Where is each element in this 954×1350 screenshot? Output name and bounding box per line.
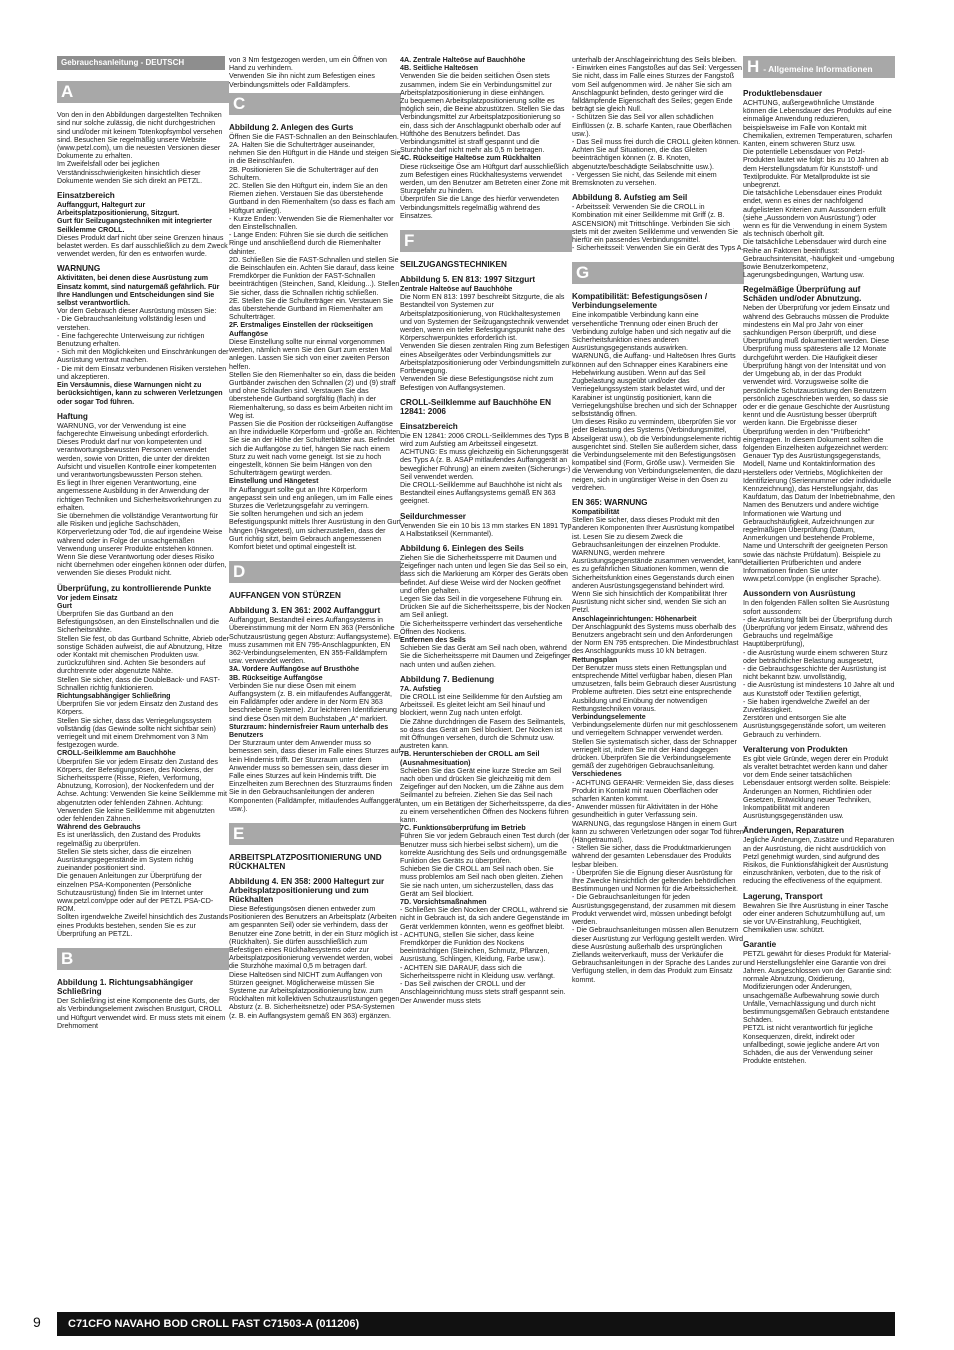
heading-arbeitsplatz: ARBEITSPLATZPOSITIONIERUNG UND RÜCKHALTEN <box>229 853 382 872</box>
schliessring-text: Überprüfen Sie vor jedem Einsatz den Zustand des Körpers. Stellen Sie sicher, dass das Verriegelungssystem vollständig (das Gewinde sollte nicht sichtbar sein) verriegelt und mit einem Drehmoment von 3 Nm festgezogen wurde. <box>57 700 218 750</box>
heading-croll-seilklemme: CROLL-Seilklemme auf Bauchhöhe EN 12841: 2006 <box>400 397 552 416</box>
heading-kompatibilitaet: Kompatibilität: Befestigungsösen / Verbindungselemente <box>572 292 708 311</box>
heading-abbildung-6: Abbildung 6. Einlegen des Seils <box>400 543 524 553</box>
sub-einstellung: Einstellung und Hängetest <box>229 477 319 486</box>
heading-ueberpruefung: Überprüfung, zu kontrollierende Punkte <box>57 583 212 593</box>
lebensdauer-tatsaechlich: Die tatsächliche Lebensdauer eines Produkt endet, wenn es eines der nachfolgend aufgelisteten Kriterien zum Aussondern erfüllt (siehe „Aussondern von Ausrüstung“) oder wenn es für die Verwendung in einem System als technisch überholt gilt. Die tatsächliche Lebensdauer wird durch eine Reihe an Faktoren beeinflusst: Gebrauchsintensität, -häufigkeit und -umgebung sowie Benutzerkompetenz, Lagerungsbedingungen, Wartung usw. <box>743 189 895 280</box>
abbildung-2f-text: Diese Einstellung sollte nur einmal vorgenommen werden, nämlich wenn Sie den Gurt zum ersten Mal anlegen. Lassen Sie sich von einer zweiten Person helfen. Stellen Sie den Riemenhalter so ein, dass die beiden Gurtbänder zwischen den Schnallen (2) und (9) straff und ohne Schlaufen sind. Verstauen Sie das überstehende Gurtband sorgfältig (flach) in der Riemenhalterung, so dass es beim Arbeiten nicht im Weg ist. Passen Sie die Position der rückseitigen Auffangöse an Ihre individuelle Körperform und -größe an. Richten Sie sie an der Höhe der Schulterblätter aus. Befindet sich die Auffangöse zu tief, hängen Sie nach einem Sturz zu weit nach vorne geneigt. Ist sie zu hoch eingestellt, können Sie beim Hängen von den Schulterträgern gewürgt werden. <box>229 337 401 478</box>
section-e-header: E <box>229 823 401 845</box>
sub-schliessring: Richtungsabhängiger Schließring <box>57 692 171 700</box>
sub-7b: 7B. Herunterschieben der CROLL am Seil (Ausnahmesituation) <box>400 750 540 767</box>
lagerung-text: Bewahren Sie Ihre Ausrüstung in einer Tasche oder einer anderen Schutzumhüllung auf, um sie vor UV-Einstrahlung, Feuchtigkeit, Chemikalien usw. schützt. <box>743 901 889 935</box>
sub-verbindungselemente: Verbindungselemente <box>572 713 646 722</box>
anschlag-text: Der Anschlagpunkt des Systems muss oberhalb des Benutzers angebracht sein und den Anforderungen der Norm EN 795 entsprechen. Die Mindestbruchlast des Anschlagpunkts muss 10 kN betragen. <box>572 622 739 656</box>
abbildung-5-text: Die Norm EN 813: 1997 beschreibt Sitzgurte, die als Bestandteil von Systemen zur Arbeitsplatzpositionierung, von Rückhaltesystemen und von Systemen der Seilzugangstechnik verwendet werden, wenn ein tiefer Befestigungspunkt nahe des Körperschwerpunktes erforderlich ist. Verwenden Sie diesen zentralen Ring zum Befestigen eines Abseilgerätes oder Verbindungsmittels zur Arbeitsplatzpositionierung oder Verbindungsmitteln zur Fortbewegung. Verwenden Sie diese Befestigungsöse nicht zum Befestigen von Auffangsystemen. <box>400 293 572 392</box>
sub-3a-3b: 3A. Vordere Auffangöse auf Brusthöhe 3B. Rückseitige Auffangöse <box>229 665 360 682</box>
heading-abbildung-7: Abbildung 7. Bedienung <box>400 674 495 684</box>
heading-veralterung: Veralterung von Produkten <box>743 744 848 754</box>
heading-en365: EN 365: WARNUNG <box>572 497 648 507</box>
abbildung-4c-text: Diese rückseitige Öse am Hüftgurt darf ausschließlich zum Befestigen eines Rückhaltesystems verwendet werden, um den Benutzer am Betreten einer Zone mit Sturzgefahr zu hindern. Überprüfen Sie die Länge des hierfür verwendeten Verbindungsmittels regelmäßig während des Einsatzes. <box>400 162 570 220</box>
heading-einsatzbereich: Einsatzbereich <box>57 191 115 201</box>
entfernen-text: Schieben Sie das Gerät am Seil nach oben, während Sie die Sicherheitssperre mit Daumen und Zeigefinger nach unten und außen ziehen. <box>400 644 571 669</box>
abbildung-7a-text: Die CROLL ist eine Seilklemme für den Aufstieg am Arbeitsseil. Es gleitet leicht am Seil hinauf und blockiert, wenn Zug nach unten erfolgt. Die Zähne durchdringen die Fasern des Seilmantels, so dass das Gerät am Seil blockiert. Der Nocken ist mit Öffnungen versehen, durch die Schmutz usw. austreten kann. <box>400 692 566 751</box>
heading-seildurchmesser: Seildurchmesser <box>400 511 466 521</box>
abbildung-3-text: Auffanggurt, Bestandteil eines Auffangsystems in Übereinstimmung mit der Norm EN 363 (Persönliche Schutzausrüstung gegen Absturz: Auffangsysteme). Er muss zusammen mit EN 795-Anschlagpunkten, EN 362-Verbindungselementen, EN 355-Falldämpfern usw. verwendet werden. <box>229 616 401 666</box>
sub-verschiedenes: Verschiedenes <box>572 770 622 779</box>
abbildung-4-text: Diese Befestigungsösen dienen entweder zum Positionieren des Benutzers an Arbeitsplatz (Arbeiten am gespannten Seil) oder sie verhindern, dass der Benutzer eine Zone betritt, in der ein Sturz möglich ist (Rückhalten). Sie dürfen ausschließlich zum Befestigen eines Rückhaltesystems oder zur Arbeitsplatzpositionierung verwendet werden, wobei die Sturzhöhe maximal 0,5 m betragen darf. Diese Halteösen sind NICHT zum Auffangen von Stürzen geeignet. Möglicherweise müssen Sie Systeme zur Arbeitsplatzpositionierung bzw. zum Rückhalten mit kollektiven Schutzausrüstungen gegen Absturz (z. B. Sicherheitsnetze) oder PSA-Systemen (z. B. ein Auffangsystem gemäß EN 363) ergänzen. <box>229 905 400 1020</box>
heading-abbildung-8: Abbildung 8. Aufstieg am Seil <box>572 193 688 203</box>
warnung-bold: Aktivitäten, bei denen diese Ausrüstung zum Einsatz kommt, sind naturgemäß gefährlich. Für Ihre Handlungen und Entscheidungen sind Sie selbst verantwortlich. <box>57 274 220 308</box>
section-d-header: D <box>229 561 401 583</box>
kompatibilitaet-2-text: Stellen Sie sicher, dass dieses Produkt mit den anderen Komponenten Ihrer Ausrüstung kompatibel ist. Lesen Sie zu diesem Zweck die Gebrauchsanleitungen der einzelnen Produkte. WARNUNG, werden mehrere Ausrüstungsgegenstände zusammen verwendet, kann es zu gefährlichen Situationen kommen, wenn die Sicherheitsfunktion eines Gegenstands durch einen anderen Ausrüstungsgegenstand behindert wird. Wenn Sie sich hinsichtlich der Kompatibilität Ihrer Ausrüstung nicht sicher sind, wenden Sie sich an Petzl. <box>572 516 744 615</box>
heading-aenderungen: Änderungen, Reparaturen <box>743 826 844 836</box>
section-h-header <box>743 56 895 78</box>
column-5 <box>743 56 895 1065</box>
language-label: Gebrauchsanleitung - DEUTSCH <box>57 56 225 70</box>
heading-auffangen: AUFFANGEN VON STÜRZEN <box>229 591 341 601</box>
section-f-header: F <box>400 230 572 252</box>
heading-regelmaessige-pruefung: Regelmäßige Überprüfung auf Schäden und/oder Abnutzung. <box>743 285 862 304</box>
section-b-header: B <box>57 948 229 970</box>
regelmaessige-pruefung-text: Neben der Überprüfung vor jedem Einsatz und während des Gebrauchs müssen die Produkte mindestens ein Mal pro Jahr von einer sachkundigen Person überprüft, und diese Überprüfung muß dokumentiert werden. Diese Überprüfung muss spätestens alle 12 Monate durchgeführt werden. Die Häufigkeit dieser Überprüfung hängt von der Intensität und von der Umgebung ab, in der das Produkt verwendet wird. Vorzugsweise sollte die persönliche Schutzausrüstung den Benutzern persönlich zugeschrieben werden, so dass sie oder er die genaue Geschichte der Ausrüstung kennt und die Ausrüstung besser überprüft werden kann. Die Ergebnisse dieser Überprüfung werden in den "Prüfbericht" eingetragen. In diesem Dokument sollten die folgenden Einzelheiten aufgezeichnet werden: Genauer Typ des Ausrüstungsgegenstands, Modell, Name und Kontaktinformation des Herstellers oder Vertriebs, Möglichkeiten der Identifizierung (Seriennummer oder individuelle Kennzeichnung), das Herstellungsjahr, das Kaufdatum, das Datum der Inbetriebnahme, den Namen des Benutzers und andere wichtige Informationen wie Wartung und Gebrauchshäufigkeit, Aufzeichnungen zur regelmäßigen Überprüfung (Datum, Anmerkungen und bestehende Probleme, Name und Unterschrift der geeigneten Person sowie das nächste Prüfdatum). Beispiele zu detaillierten Prüfberichten und andere Informationen finden Sie unter www.petzl.com/ppe (in englischer Sprache). <box>743 304 895 584</box>
sub-entfernen: Entfernen des Seils <box>400 635 466 644</box>
sturzraum-text: Der Sturzraum unter dem Anwender muss so bemessen sein, dass dieser im Falle eines Sturzes auf kein Hindernis trifft. Der Sturzraum unter dem Anwender muss so bemessen sein, dass dieser im Falle eines Sturzes auf kein Hindernis trifft. Die Einzelheiten zum Berechnen des Sturzraums finden Sie in den Gebrauchsanleitungen der anderen Komponenten (Falldämpfer, mitlaufendes Auffanggerät usw.). <box>229 739 401 813</box>
section-h-title: - Allgemeine Informationen <box>763 64 873 74</box>
lebensdauer-potentiell: Die potentielle Lebensdauer von Petzl-Produkten lautet wie folgt: bis zu 10 Jahren ab dem Herstellungsdatum für Kunststoff- und Textilprodukte. Für Metallprodukte ist sie unbegrenzt. <box>743 148 889 190</box>
col4-continuation: unterhalb der Anschlageinrichtung des Seils bleiben. - Einwirken eines Fangstoßes auf das Seil: Vergessen Sie nicht, dass im Falle eines Sturzes der Fangstoß vom Seil aufgenommen wird. Je näher Sie sich am Anschlagpunkt befinden, desto geringer wird die falldämpfende Eigenschaft des Seiles; gegen Ende beträgt sie gleich Null. - Schützen Sie das Seil vor allen schädlichen Einflüssen (z. B. scharfe Kanten, raue Oberflächen usw.). - Das Seil muss frei durch die CROLL gleiten können. Achten Sie auf Situationen, die das Gleiten beeinträchtigen können (z. B. Knoten, abgenutzte/beschädigte Seilabschnitte usw.). - Vergessen Sie nicht, das Seilende mit einem Bremsknoten zu versehen. <box>572 56 742 188</box>
heading-abbildung-3: Abbildung 3. EN 361: 2002 Auffanggurt <box>229 606 381 616</box>
sub-waehrend: Während des Gebrauchs <box>57 823 141 832</box>
sub-7a: 7A. Aufstieg <box>400 684 442 693</box>
sub-2f: 2F. Erstmaliges Einstellen der rückseitigen Auffangöse <box>229 321 373 338</box>
verschiedenes-text: - ACHTUNG GEFAHR: Vermeiden Sie, dass dieses Produkt in Kontakt mit rauen Oberflächen oder scharfen Kanten kommt. - Anwender müssen für Aktivitäten in der Höhe gesundheitlich in guter Verfassung sein. WARNUNG, das regungslose Hängen in einem Gurt kann zu schweren Verletzungen oder sogar Tod führen (Hängetrauma!). - Stellen Sie sicher, dass die Produktmarkierungen während der gesamten Lebensdauer des Produkts lesbar bleiben. - Überprüfen Sie die Eignung dieser Ausrüstung für Ihre Zwecke hinsichtlich der geltenden behördlichen Bestimmungen und Normen für die Arbeitssicherheit. - Die Gebrauchsanleitungen für jeden Ausrüstungsgegenstand, der zusammen mit diesem Produkt verwendet wird, müssen unbedingt befolgt werden. - Die Gebrauchsanleitungen müssen allen Benutzern dieser Ausrüstung zur Verfügung gestellt werden. Wird diese Ausrüstung außerhalb des ursprünglichen Ziellands weiterverkauft, muss der Verkäufer die Gebrauchsanleitungen in der Sprache des Landes zur Verfügung stellen, in dem das Produkt zum Einsatz kommt. <box>572 778 744 984</box>
section-h-letter: H <box>747 57 760 76</box>
verbindungselemente-text: Verbindungselemente dürfen nur mit geschlossenem und verriegeltem Schnapper verwendet werden. Stellen Sie systematisch sicher, dass der Schnapper verriegelt ist, indem Sie mit der Hand dagegen drücken. Überprüfen Sie die Verbindungselemente gemäß der zugehörigen Gebrauchsanleitung. <box>572 721 738 771</box>
sub-croll: CROLL-Seilklemme am Bauchhöhe <box>57 749 176 758</box>
section-c-header: C <box>229 93 401 115</box>
sub-7c: 7C. Funktionsüberprüfung im Betrieb <box>400 824 526 833</box>
heading-abbildung-4: Abbildung 4. EN 358: 2000 Haltegurt zur Arbeitsplatzpositionierung und zum Rückhalten <box>229 877 385 905</box>
haftung-text: WARNUNG, vor der Verwendung ist eine fachgerechte Einweisung unbedingt erforderlich. Dieses Produkt darf nur von kompetenten und verantwortungsbewussten Personen verwendet werden, sowie von Dritten, die unter der direkten Aufsicht und visuellen Kontrolle einer kompetenten und verantwortungsbewussten Person stehen. Es liegt in Ihrer eigenen Verantwortung, eine angemessene Ausbildung in der Anwendung der richtigen Techniken und Sicherheitsvorkehrungen zu erhalten. Sie übernehmen die vollständige Verantwortung für alle Risiken und jegliche Sachschäden, Körperverletzung oder Tod, die auf irgendeine Weise während oder in Folge der unsachgemäßen Verwendung unserer Produkte entstehen können. Wenn Sie diese Verantwortung oder dieses Risiko nicht übernehmen oder eingehen können oder dürfen, verwenden Sie dieses Produkt nicht. <box>57 421 227 578</box>
sub-kompatibilitaet: Kompatibilität <box>572 507 620 516</box>
heading-abbildung-2: Abbildung 2. Anlegen des Gurts <box>229 122 354 132</box>
heading-lagerung: Lagerung, Transport <box>743 891 823 901</box>
sub-anschlag: Anschlageinrichtungen: Höhenarbeit <box>572 614 697 623</box>
veralterung-text: Es gibt viele Gründe, wegen derer ein Produkt als veraltet betrachtet werden kann und daher vor dem Ende seiner tatsächlichen Lebensdauer entsorgt werden sollte. Beispiele: Änderungen an Normen, Richtlinien oder Gesetzen, Entwicklung neuer Techniken, Inkompatibilität mit anderen Ausrüstungsgegenständen usw. <box>743 754 891 821</box>
aenderungen-text: Jegliche Änderungen, Zusätze und Reparaturen an der Ausrüstung, die nicht ausdrücklich von Petzl genehmigt wurden, sind aufgrund des Risikos, die Funktionsfähigkeit der Ausrüstung einzuschränken, verboten, due to the risk of reducing the effectiveness of the equipment. <box>743 836 895 886</box>
croll-text: Überprüfen Sie vor jedem Einsatz den Zustand des Körpers, der Befestigungsösen, des Nockens, der Sicherheitssperre (Risse, Riefen, Verformung, Abnutzung, Korrosion), der Nockenfedern und der Achse. Achtung: Verwenden Sie keine Seilklemme mit abgenutzten oder fehlenden Zähnen. Achtung: Verwenden Sie keine Seilklemme mit abgenutzten oder fehlenden Zähnen. <box>57 757 227 824</box>
heading-seilzugang: SEILZUGANGSTECHNIKEN <box>400 260 507 270</box>
einsatz-text: Dieses Produkt darf nicht über seine Grenzen hinaus belastet werden. Es darf ausschließlich zu dem Zweck verwendet werden, für den es entworfen wurde. <box>57 233 228 259</box>
einsatz-bold: Auffanggurt, Haltegurt zur Arbeitsplatzpositionierung, Sitzgurt. Gurt für Seilzugangstechniken mit integrierter Seilklemme CROLL. <box>57 201 212 234</box>
warnung-bold-2: Ein Versäumnis, diese Warnungen nicht zu berücksichtigen, kann zu schweren Verletzungen oder sogar Tod führen. <box>57 381 223 406</box>
heading-lebensdauer: Produktlebensdauer <box>743 89 823 98</box>
abbildung-6-text: Ziehen Sie die Sicherheitssperre mit Daumen und Zeigefinger nach unten und legen Sie das Seil so ein, dass sich die Markierung am Körper des Geräts oben befindet. Auf diese Weise wird der Nocken geöffnet und offen gehalten. Legen Sie das Seil in die vorgesehene Führung ein. Drücken Sie auf die Sicherheitssperre, bis der Nocken am Seil anliegt. Die Sicherheitssperre verhindert das versehentliche Öffnen des Nockens. <box>400 553 571 636</box>
column-4 <box>572 56 744 984</box>
abbildung-7b-text: Schieben Sie das Gerät eine kurze Strecke am Seil nach oben und drücken Sie gleichzeitig mit dem Zeigefinger auf den Nocken, um die Zähne aus dem Seilmantel zu befreien. Ziehen Sie das Seil nach unten, um ein Betätigen der Sicherheitssperre, da dies zu einem versehentlichen Öffnen des Nockens führen kann. <box>400 766 572 825</box>
column-1 <box>57 56 229 1030</box>
heading-haftung: Haftung <box>57 411 88 421</box>
waehrend-text: Es ist unerlässlich, den Zustand des Produkts regelmäßig zu überprüfen. Stellen Sie stets sicher, dass die einzelnen Ausrüstungsgegenstände im System richtig zueinander positioniert sind. Die genauen Anleitungen zur Überprüfung der einzelnen PSA-Komponenten (Persönliche Schutzausrüstung) finden Sie im Internet unter www.petzl.com/ppe oder auf der PETZL PSA-CD-ROM. Sollten irgendwelche Zweifel hinsichtlich des Zustands eines Produkts bestehen, senden Sie es zur Überprüfung an PETZL. <box>57 831 229 938</box>
heading-abbildung-5: Abbildung 5. EN 813: 1997 Sitzgurt <box>400 275 536 285</box>
section-g-header: G <box>572 262 744 284</box>
rettungsplan-text: Der Benutzer muss stets einen Rettungsplan und entsprechende Mittel verfügbar haben, diesen Plan umzusetzen, falls beim Gebrauch dieser Ausrüstung Probleme auftreten. Dies setzt eine entsprechende Ausbildung und Einübung der notwendigen Rettungstechniken voraus. <box>572 663 737 713</box>
abbildung-4a-text: Verwenden Sie die beiden seitlichen Ösen stets zusammen, indem Sie ein Verbindungsmittel zur Arbeitsplatzpositionierung in diese einhängen. Zu bequemen Arbeitsplatzpositionierung sollte es möglich sein, die Beine abzustützen. Stellen Sie das Verbindungsmittel zur Arbeitsplatzpositionierung so ein, dass sich der Anschlagpunkt oberhalb oder auf Hüfthöhe des Benutzers befindet. Das Verbindungsmittel ist straff gespannt und die Sturzhöhe darf nicht mehr als 0,5 m betragen. <box>400 72 565 155</box>
einstellung-text: Ihr Auffanggurt sollte gut an Ihre Körperform angepasst sein und eng anliegen, um im Falle eines Sturzes die Verletzungsgefahr zu verringern. Sie sollten herumgehen und sich an jedem Befestigungspunkt mittels Ihrer Ausrüstung in den Gurt hängen (Hängetest), um sicherzustellen, dass der Gurt richtig sitzt, beim Gebrauch angemessenen Komfort bietet und optimal eingestellt ist. <box>229 485 401 551</box>
sub-zentrale-halteoese: Zentrale Halteöse auf Bauchhöhe <box>400 285 513 294</box>
col2-continuation: von 3 Nm festgezogen werden, um ein Öffnen von Hand zu verhindern. Verwenden Sie ihn nicht zum Befestigen eines Verbindungsmittels oder Falldämpfers. <box>229 56 387 89</box>
heading-warnung: WARNUNG <box>57 264 101 274</box>
lebensdauer-text-1: ACHTUNG, außergewöhnliche Umstände können die Lebensdauer des Produkts auf eine einmalige Anwendung reduzieren, beispielsweise im Falle von Kontakt mit Chemikalien, extremen Temperaturen, scharfen Kanten, einem schweren Sturz usw. <box>743 99 893 149</box>
column-3 <box>400 56 572 1005</box>
section-a-header: A <box>57 81 229 103</box>
heading-einsatzbereich-croll: Einsatzbereich <box>400 421 458 431</box>
seildurchmesser-text: Verwenden Sie ein 10 bis 13 mm starkes EN 1891 Typ A Halbstatikseil (Kernmantel). <box>400 521 572 538</box>
page-number: 9 <box>33 1314 41 1330</box>
sub-7d: 7D. Vorsichtsmaßnahmen <box>400 898 487 907</box>
kompatibilitaet-text: Eine inkompatible Verbindung kann eine versehentliche Trennung oder einen Bruch der Verbindung zufolge haben und sich negativ auf die Sicherheitsfunktion eines anderen Ausrüstungsgegenstands auswirken. WARNUNG, die Auffang- und Halteösen Ihres Gurts können auf den Schnapper eines Karabiners eine Hebelwirkung ausüben. Wenn auf das Seil Zugbelastung ausgeübt und/oder das Verriegelungssystem stark belastet wird, und der Karabiner ist ungünstig positioniert, kann die Verriegelungshülse brechen und sich der Schnapper selbstständig öffnen. Um dieses Risiko zu vermindern, überprüfen Sie vor jeder Belastung des Systems (Verbindungsmittel, Abseilgerät usw.), ob die Verbindungselemente richtig ausgerichtet sind. Stellen Sie außerdem sicher, dass die Verbindungselemente mit den Befestigungsösen kompatibel sind (Form, Größe usw.). Vermeiden Sie die Verwendung von Verbindungselementen, die dazu neigen, sich in ungünstiger Weise in den Ösen zu verdrehen. <box>572 311 742 492</box>
warnung-text: Vor dem Gebrauch dieser Ausrüstung müssen Sie: - Die Gebrauchsanleitung vollständig lesen und verstehen. - Eine fachgerechte Unterweisung zur richtigen Benutzung erhalten. - Sich mit den Möglichkeiten und Einschränkungen der Ausrüstung vertraut machen. - Die mit dem Einsatz verbundenen Risiken verstehen und akzeptieren. <box>57 307 229 381</box>
heading-abbildung-1: Abbildung 1. Richtungsabhängiger Schließring <box>57 978 194 997</box>
gurt-text: Überprüfen Sie das Gurtband an den Befestigungsösen, an den Einstellschnallen und die Sicherheitsnähte. Stellen Sie fest, ob das Gurtband Schnitte, Abrieb oder sonstige Schäden aufweist, die auf Abnutzung, Hitze oder Kontakt mit chemischen Produkten usw. zurückzuführen sind. Achten Sie besonders auf durchtrennte oder abgenutzte Nähte. Stellen Sie sicher, dass die DoubleBack- und FAST-Schnallen richtig funktionieren. <box>57 609 229 692</box>
sub-vor-jedem-einsatz: Vor jedem Einsatz <box>57 593 118 602</box>
sub-4c: 4C. Rückseitige Halteöse zum Rückhalten <box>400 154 541 163</box>
column-2 <box>229 56 401 1020</box>
einsatz-croll-text: Die EN 12841: 2006 CROLL-Seilklemmes des Typs B wird zum Aufstieg am Arbeitsseil eingesetzt. ACHTUNG: Es muss gleichzeitig ein Sicherungsgerät des Typs A (z. B. ASAP mitlaufendes Auffanggerät an beweglicher Führung) an einem zweiten (Sicherungs-) Seil verwendet werden. Die CROLL-Seilklemme auf Bauchhöhe ist nicht als Bestandteil eines Auffangsystems gemäß EN 363 geeignet. <box>400 431 571 506</box>
footer-bar: C71CFO NAVAHO BOD CROLL FAST C71503-A (011206) <box>57 1312 895 1336</box>
abbildung-8-text: - Arbeitsseil: Verwenden Sie die CROLL in Kombination mit einer Seilklemme mit Griff (z. B. ASCENSION) mit Trittschlinge. Verbinden Sie sich stets mit der zweiten Seilklemme und verwenden Sie hierfür ein passendes Verbindungsmittel. - Sicherheitsseil: Verwenden Sie ein Gerät des Typs A. <box>572 203 744 253</box>
sub-gurt: Gurt <box>57 601 72 610</box>
abbildung-7c-text: Führen Sie vor jedem Gebrauch einen Test durch (der Benutzer muss sich hierbei selbst sichern), um die korrekte Ausrichtung des Seils und ordnungsgemäße Funktion des Geräts zu überprüfen. Schieben Sie die CROLL am Seil nach oben. Sie muss problemlos am Seil nach oben gleiten. Ziehen Sie sie nach unten, um sicherzustellen, dass das Gerät am Seil blockiert. <box>400 832 570 898</box>
sub-rettungsplan: Rettungsplan <box>572 655 618 664</box>
abbildung-2-text: Öffnen Sie die FAST-Schnallen an den Beinschlaufen. 2A. Halten Sie die Schulterträger auseinander, nehmen Sie den Hüftgurt in die Hände und steigen Sie in die Beinschlaufen. 2B. Positionieren Sie die Schulterträger auf den Schultern. 2C. Stellen Sie den Hüftgurt ein, indem Sie an den Riemen ziehen. Verstauen Sie das überstehende Gurtband in den Riemenhaltern (so dass es flach am Hüftgurt anliegt). - Kurze Enden: Verwenden Sie die Riemenhalter vor den Einstellschnallen. - Lange Enden: Führen Sie sie durch die seitlichen Ringe und anschließend durch die Riemenhalter dahinter. 2D. Schließen Sie die FAST-Schnallen und stellen Sie die Beinschlaufen ein. Achten Sie darauf, dass keine Fremdkörper die Funktion der FAST-Schnallen beeinträchtigen (Steinchen, Sand, Kleidung...). Stellen Sie sicher, dass die Schnallen richtig schließen. 2E. Stellen Sie die Schulterträger ein. Verstauen Sie das überstehende Gurtband im Riemenhalter am Schulterträger. <box>229 132 401 322</box>
abbildung-3a-text: Verbinden Sie nur diese Ösen mit einem Auffangsystem (z. B. ein mitlaufendes Auffanggerät, ein Falldämpfer oder andere in der Norm EN 363 beschriebene Systeme). Zur leichteren Identifizierung sind diese Ösen mit dem Buchstaben „A“ markiert. <box>229 681 397 723</box>
heading-garantie: Garantie <box>743 940 777 950</box>
heading-aussondern: Aussondern von Ausrüstung <box>743 589 856 599</box>
aussondern-text: In den folgenden Fällen sollten Sie Ausrüstung sofort aussondern: - die Ausrüstung fällt bei der Überprüfung durch (Überprüfung vor jedem Einsatz, während des Gebrauchs und regelmäßige Hauptüberprüfung), - die Ausrüstung wurde einem schweren Sturz oder beträchtlicher Belastung ausgesetzt, - die Gebrauchsgeschichte der Ausrüstung ist nicht bekannt bzw. unvollständig, - die Ausrüstung ist mindestens 10 Jahre alt und aus Kunststoff oder Textilien gefertigt, - Sie haben irgendwelche Zweifel an der Zuverlässigkeit. Zerstören und entsorgen Sie alte Ausrüstungsgegenstände sofort, um weiteren Gebrauch zu verhindern. <box>743 599 895 739</box>
sub-sturzraum: Sturzraum: hindernisfreier Raum unterhalb des Benutzers <box>229 722 389 740</box>
abbildung-1-text: Der Schließring ist eine Komponente des Gurts, der als Verbindungselement zwischen Brustgurt, CROLL und Hüftgurt verwendet wird. Er muss stets mit einem Drehmoment <box>57 997 226 1030</box>
garantie-text: PETZL gewährt für dieses Produkt für Material- und Herstellungsfehler eine Garantie von drei Jahren. Ausgeschlossen von der Garantie sind: normale Abnutzung, Oxidierung, Modifizierungen oder Änderungen, unsachgemäße Aufbewahrung sowie durch Unfälle, Vernachlässigung und durch nicht bestimmungsgemäßen Gebrauch entstandene Schäden. PETZL ist nicht verantwortlich für jegliche Konsequenzen, direkt, indirekt oder unfallbedingt, sowie jegliche andere Art von Schäden, die aus der Verwendung seiner Produkte entstehen. <box>743 950 892 1066</box>
intro-text: Von den in den Abbildungen dargestellten Techniken sind nur solche zulässig, die nicht durchgestrichen sind und/oder mit keinem Totenkopfsymbol versehen sind. Besuchen Sie regelmäßig unsere Website (www.petzl.com), um die neuesten Versionen dieser Dokumente zu erhalten. Im Zweifelsfall oder bei jeglichen Verständnisschwierigkeiten hinsichtlich dieser Dokumente wenden Sie sich direkt an PETZL. <box>57 111 223 185</box>
abbildung-7d-text: - Schließen Sie den Nocken der CROLL, während sie nicht in Gebrauch ist, da sich andere Gegenstände im Gerät verklemmen könnten, wenn es geöffnet bleibt. - ACHTUNG, stellen Sie sicher, dass keine Fremdkörper die Funktion des Nockens beeinträchtigen (Steinchen, Schmutz, Pflanzen, Ausrüstung, Schlingen, Kleidung, Farbe usw.). - ACHTEN SIE DARAUF, dass sich die Sicherheitssperre nicht in Kleidung usw. verfängt. - Das Seil zwischen der CROLL und der Anschlageinrichtung muss stets straff gespannt sein. Der Anwender muss stets <box>400 906 570 1005</box>
sub-4a-4b: 4A. Zentrale Halteöse auf Bauchhöhe 4B. Seitliche Halteösen <box>400 56 526 73</box>
